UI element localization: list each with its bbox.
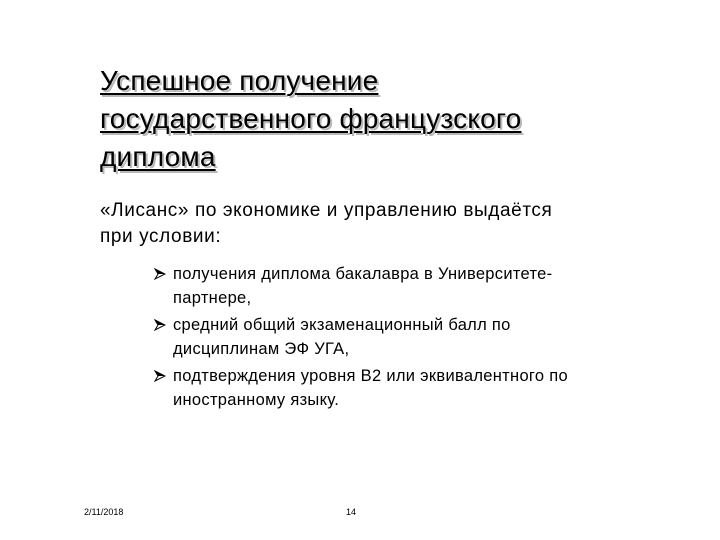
list-item [160, 262, 700, 310]
list-item-line: подтверждения уровня В2 или эквивалентного по [173, 367, 568, 385]
page-number: 14 [346, 507, 357, 517]
title-line: Успешное получение [100, 65, 379, 96]
conditions-list [160, 262, 700, 415]
title-line: государственного французского [100, 103, 522, 134]
intro-line: «Лисанс» по экономике и управлению выдаётся [100, 200, 553, 221]
list-item-line: дисциплинам ЭФ УГА, [173, 340, 350, 358]
list-item-line: иностранному языку. [173, 391, 340, 409]
list-item-line: средний общий экзаменационный балл по [173, 316, 511, 334]
list-item-line: партнере, [173, 289, 252, 307]
title-line: диплома [100, 141, 216, 172]
footer-date: 2/11/2018 [84, 507, 124, 517]
list-item [160, 364, 700, 412]
list-item-line: получения диплома бакалавра в Университете- [173, 265, 553, 283]
arrowhead-bullet-icon [154, 319, 166, 331]
arrowhead-bullet-icon [154, 370, 166, 382]
arrowhead-bullet-icon [154, 268, 166, 280]
list-item [160, 313, 700, 361]
slide-title [100, 62, 660, 176]
intro-text [100, 198, 700, 250]
intro-line: при условии: [100, 226, 222, 247]
